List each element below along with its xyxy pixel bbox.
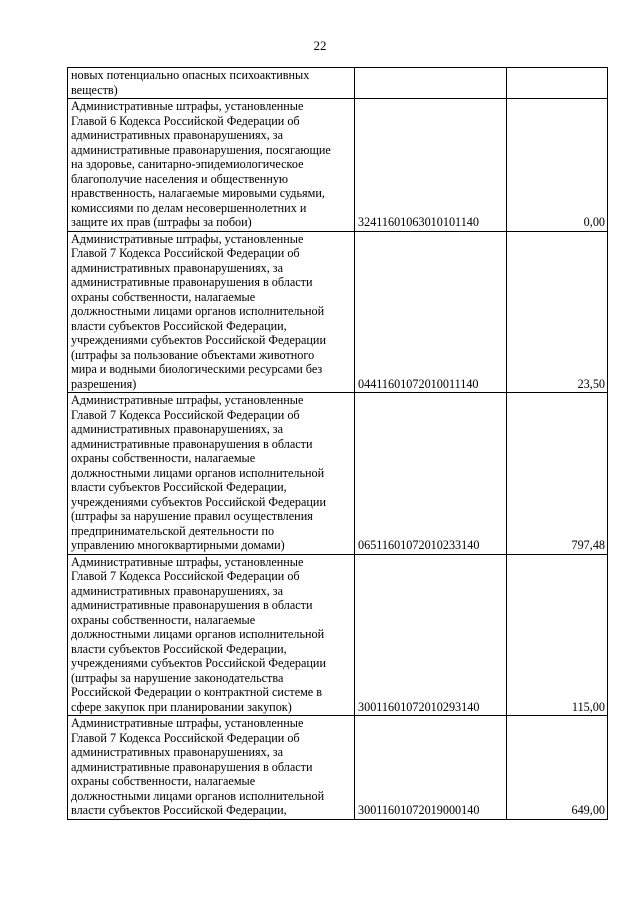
description-line: Российской Федерации о контрактной системе в [71,685,323,699]
description-line: нравственность, налагаемые мировыми судьями, [71,186,325,200]
row-budget-code: 06511601072010233140 [355,393,507,555]
page-number: 22 [313,38,327,53]
row-description [68,716,355,820]
row-amount: 649,00 [507,716,608,820]
table-row [68,99,608,232]
description-line: предпринимательской деятельности по [71,523,275,538]
description-line: учреждениями субъектов Российской Федерации [71,333,326,347]
description-line: административные правонарушения в области [71,436,313,451]
row-description [68,68,355,99]
row-budget-code: 30011601072019000140 [355,716,507,820]
description-line: власти субъектов Российской Федерации, [71,641,287,656]
description-line: должностными лицами органов исполнительной [71,465,325,480]
description-line: административные правонарушения в области [71,598,313,612]
description-line: административные правонарушения в области [71,275,313,289]
row-budget-code [355,68,507,99]
row-description [68,393,355,555]
description-line: Административные штрафы, установленные [71,231,304,246]
description-line: веществ) [71,82,118,97]
description-line: Главой 7 Кодекса Российской Федерации об [71,407,300,422]
row-budget-code: 32411601063010101140 [355,99,507,232]
description-line: учреждениями субъектов Российской Федерации [71,656,326,670]
description-line: благополучие населения и общественную [71,171,289,186]
row-description [68,99,355,232]
revenue-table-body [68,68,608,820]
row-description [68,231,355,393]
table-row [68,554,608,716]
description-line: Административные штрафы, установленные [71,554,304,569]
description-line: должностными лицами органов исполнительной [71,627,325,641]
description-line: власти субъектов Российской Федерации, [71,480,287,494]
description-line: охраны собственности, налагаемые [71,612,256,627]
description-line: учреждениями субъектов Российской Федерации [71,494,326,509]
description-line: административных правонарушениях, за [71,260,284,275]
description-line: Главой 7 Кодекса Российской Федерации об [71,246,300,260]
row-amount: 797,48 [507,393,608,555]
description-line: на здоровье, санитарно-эпидемиологическое [71,157,304,171]
row-amount [507,68,608,99]
description-line: административных правонарушениях, за [71,422,284,436]
description-line: Административные штрафы, установленные [71,99,304,113]
row-budget-code: 04411601072010011140 [355,231,507,393]
table-row [68,393,608,555]
table-row [68,716,608,820]
description-line: Главой 7 Кодекса Российской Федерации об [71,730,300,745]
description-line: административных правонарушениях, за [71,583,284,598]
table-row [68,68,608,99]
table-row [68,231,608,393]
revenue-table [67,67,608,820]
description-line: (штрафы за нарушение законодательства [71,670,284,685]
description-line: власти субъектов Российской Федерации, [71,318,287,333]
row-amount: 0,00 [507,99,608,232]
description-line: защите их прав (штрафы за побои) [71,215,252,229]
description-line: новых потенциально опасных психоактивных [71,68,310,82]
row-description [68,554,355,716]
description-line: (штрафы за нарушение правил осуществления [71,509,313,523]
description-line: должностными лицами органов исполнительной [71,304,325,318]
description-line: разрешения) [71,376,137,391]
row-amount: 115,00 [507,554,608,716]
description-line: управлению многоквартирными домами) [71,538,285,552]
description-line: Главой 6 Кодекса Российской Федерации об [71,113,300,128]
description-line: административные правонарушения, посягающие [71,142,331,157]
description-line: административных правонарушениях, за [71,745,284,759]
description-line: административные правонарушения в области [71,759,313,774]
description-line: комиссиями по делам несовершеннолетних и [71,200,307,215]
description-line: административных правонарушениях, за [71,128,284,142]
description-line: охраны собственности, налагаемые [71,289,256,304]
description-line: власти субъектов Российской Федерации, [71,803,287,817]
row-amount: 23,50 [507,231,608,393]
description-line: (штрафы за пользование объектами животного [71,347,315,362]
row-budget-code: 30011601072010293140 [355,554,507,716]
description-line: охраны собственности, налагаемые [71,774,256,788]
description-line: охраны собственности, налагаемые [71,451,256,465]
description-line: должностными лицами органов исполнительной [71,788,325,803]
description-line: Главой 7 Кодекса Российской Федерации об [71,569,300,583]
description-line: мира и водными биологическими ресурсами без [71,362,323,376]
description-line: Административные штрафы, установленные [71,716,304,730]
description-line: сфере закупок при планировании закупок) [71,699,292,714]
description-line: Административные штрафы, установленные [71,393,304,407]
